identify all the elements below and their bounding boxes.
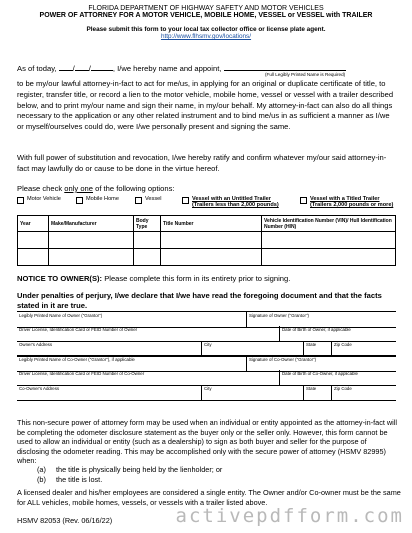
- coowner-license-field[interactable]: Driver License, Identification Card or FEID Number of Co-Owner: [19, 370, 145, 376]
- month-field[interactable]: [59, 62, 73, 71]
- substitution-paragraph: With full power of substitution and revocation, I/we hereby ratify and confirm whatever my/our said attorney-in-fact may lawfully do or cause to be done in the virtue hereof.: [17, 153, 387, 173]
- coowner-printed-name-field[interactable]: Legibly Printed Name of Co-Owner ("Grantor"), if applicable: [19, 356, 135, 362]
- coowner-address-field[interactable]: Co-Owner's Address: [19, 385, 60, 391]
- table-header-row: [18, 216, 396, 232]
- department-name: FLORIDA DEPARTMENT OF HIGHWAY SAFETY AND MOTOR VEHICLES: [88, 5, 324, 12]
- owner-city-field[interactable]: City: [201, 341, 303, 356]
- owner-printed-name-field[interactable]: Legibly Printed Name of Owner ("Grantor"): [19, 312, 103, 318]
- check-prompt: Please check only one of the following options:: [17, 184, 175, 193]
- table-row[interactable]: [18, 249, 396, 266]
- owner-signature-field[interactable]: Signature of Owner ("Grantor"): [246, 312, 396, 327]
- coowner-zip-field[interactable]: Zip Code: [331, 385, 396, 400]
- form-title: POWER OF ATTORNEY FOR A MOTOR VEHICLE, MOBILE HOME, VESSEL or VESSEL with TRAILER: [39, 12, 373, 19]
- col-make: Make/Manufacturer: [49, 216, 134, 232]
- checkbox[interactable]: [300, 197, 307, 204]
- condition-b: (b) the title is lost.: [37, 475, 103, 484]
- owner-state-field[interactable]: State: [303, 341, 331, 356]
- col-year: Year: [18, 216, 49, 232]
- owner-zip-field[interactable]: Zip Code: [331, 341, 396, 356]
- as-of-label: As of today,: [17, 64, 57, 73]
- dealer-note: A licensed dealer and his/her employees are considered a single entity. The Owner and/or Co-owner must be the same for ALL vehicles, mobile homes, vessels, or vessels with a trailer listed above.: [17, 488, 401, 507]
- non-secure-paragraph: This non-secure power of attorney form may be used when an individual or entity appointed as the attorney-in-fact will be completing the odometer disclosure statement as the buyer only or the seller only. However, this form cannot be used to allow an individual or entity (such as a dealership) to sign as both buyer and seller for the purpose of disclosing the odometer reading. This may be accomplished only with the secure power of attorney (HSMV 82995) when:: [17, 418, 398, 465]
- notice-to-owner: NOTICE TO OWNER(S): Please complete this form in its entirety prior to signing.: [17, 274, 291, 283]
- col-vin-hin: Vehicle Identification Number (VIN)/ Hull Identification Number (HIN): [262, 216, 396, 232]
- vehicle-table: [17, 215, 396, 266]
- coowner-signature-field[interactable]: Signature of Co-Owner ("Grantor"): [246, 356, 396, 371]
- col-title-number: Title Number: [161, 216, 262, 232]
- checkbox[interactable]: [17, 197, 24, 204]
- authority-paragraph: to be my/our lawful attorney-in-fact to act for me/us, in applying for an original or duplicate certificate of title, to register, transfer title, or record a lien to the motor vehicle, mobile home, vessel or vessel with a trailer described below, and to print my/our name and sign their name, in my/our behalf. My attorney-in-fact can also do all things necessary to the application or any other related instrument and to bind me/us in as sufficient a manner as I/we or myself/ourselves could do, were I/we personally present and signing the same.: [17, 79, 394, 132]
- option-vessel-untitled-trailer[interactable]: Vessel with an Untitled Trailer (Trailers less than 2,000 pounds): [182, 196, 279, 208]
- owner-license-field[interactable]: Driver License, Identification Card or FEID Number of Owner: [19, 326, 138, 332]
- form-number: HSMV 82053 (Rev. 06/16/22): [17, 516, 113, 525]
- checkbox[interactable]: [76, 197, 83, 204]
- name-hint: (Full Legibly Printed Name is Required): [265, 72, 346, 77]
- checkbox[interactable]: [135, 197, 142, 204]
- option-motor-vehicle[interactable]: Motor Vehicle: [17, 196, 61, 204]
- option-vessel-titled-trailer[interactable]: Vessel with a Titled Trailer (Trailers 2,000 pounds or more): [300, 196, 393, 208]
- table-row[interactable]: [18, 232, 396, 249]
- day-field[interactable]: [75, 62, 89, 71]
- condition-a: (a) the title is physically being held by the lienholder; or: [37, 465, 223, 474]
- attorney-name-field[interactable]: [224, 62, 346, 71]
- year-field[interactable]: [91, 62, 113, 71]
- appoint-label: , I/we hereby name and appoint,: [112, 64, 222, 73]
- watermark: activepdfform.com: [175, 505, 404, 527]
- coowner-city-field[interactable]: City: [201, 385, 303, 400]
- locations-link[interactable]: http://www.flhsmv.gov/locations/: [160, 33, 252, 40]
- owner-address-field[interactable]: Owner's Address: [19, 341, 53, 347]
- coowner-dob-field[interactable]: Date of Birth of Co-Owner, if applicable: [279, 370, 396, 385]
- option-vessel[interactable]: Vessel: [135, 196, 161, 204]
- checkbox[interactable]: [182, 197, 189, 204]
- option-mobile-home[interactable]: Mobile Home: [76, 196, 119, 204]
- perjury-statement: Under penalties of perjury, I/we declare that I/we have read the foregoing document and that the facts stated in it are true.: [17, 291, 382, 310]
- submit-note: Please submit this form to your local tax collector office or license plate agent.: [86, 26, 326, 33]
- appointment-line: As of today, / / , I/we hereby name and appoint,: [17, 62, 397, 75]
- coowner-state-field[interactable]: State: [303, 385, 331, 400]
- col-body-type: Body Type: [134, 216, 161, 232]
- form-header: [0, 5, 412, 40]
- owner-dob-field[interactable]: Date of Birth of Owner, if applicable: [279, 326, 396, 341]
